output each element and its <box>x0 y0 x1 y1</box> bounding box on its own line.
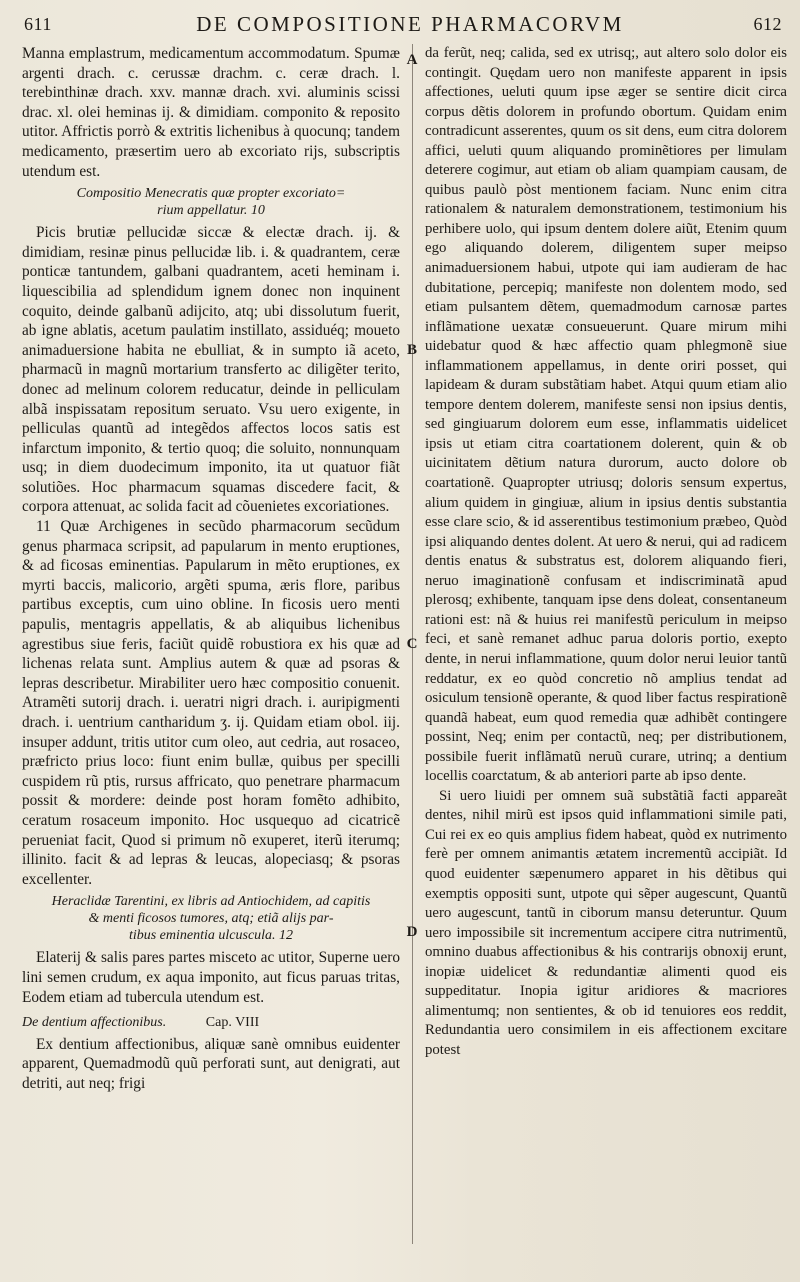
margin-letter-d: D <box>406 924 418 940</box>
page-header <box>0 8 800 42</box>
right-page-number: 612 <box>753 14 782 34</box>
chapter-number: Cap. VIII <box>205 1015 260 1031</box>
heading-line: tibus eminentia ulcuscula. 12 <box>128 928 294 944</box>
left-page-number: 611 <box>24 14 52 34</box>
section-heading <box>22 893 400 944</box>
margin-letter-c: C <box>406 636 418 652</box>
paragraph: Ex dentium affectionibus, aliquæ sanè omnibus euidenter apparent, Quemadmodũ quũ perforati sunt, aut denigrati, aut detriti, aut neq; frigi <box>22 1035 400 1092</box>
chapter-title: De dentium affectionibus. <box>22 1015 167 1031</box>
right-text-column <box>425 44 787 1274</box>
paragraph: Elaterij & salis pares partes misceto ac utitor, Superne uero lini semen crudum, ex aqua imponito, aut ficus paruas tritas, Eodem etiam ad tubercula utendum est. <box>22 949 400 1006</box>
paragraph: Manna emplastrum, medicamentum accommodatum. Spumæ argenti drach. c. cerussæ drachm. c. ceræ drach. l. terebinthinæ drach. xxv. mannæ drach. xvi. aluminis scissi drac. xl. olei heminas ij. & dimidiam. componito & reposito utitor. Affrictis porrò & extritis lichenibus à quocunq; tandem medicamento, præsertim uero ab excoriato rijs, subscriptis utendum est. <box>22 45 400 180</box>
paragraph: 11 Quæ Archigenes in secũdo pharmacorum secũdum genus pharmaca scripsit, ad papularum in mento eruptiones, & ad ficosas eminentias. Papularum in mẽto eruptiones, ex myrti baccis, malicorio, argẽti spuma, æris flore, paribus partibus exceptis, cum uino obline. In ficosis uero menti papulis, mentagris appellatis, & ab aliquibus lichenibus agrestibus siue feris, faciũt quidẽ robustiora ex his quæ ad lichenas relata sunt. Amplius autem & quæ ad psoras & lepras describetur. Mirabiliter uero hæc compositio conuenit. Atramẽti sutorij drach. i. ueratri nigri drach. i. auripigmenti drach. i. uentrium cantharidum ʒ. ij. Quidam etiam obol. iij. insuper addunt, tritis utitor cum oleo, aut cedria, aut rosaceo, præfricto prius loco: fiunt enim bullæ, quibus per specilli cuspidem rũ ptis, rursus affricato, quo penetrare pharmacum possit & mordere: deinde post horam fomẽto adhibito, ceratum rosaceum imponito. Hoc usquequo ad cicatricẽ perueniat facit, Quod si primum nõ exuperet, iterũ iterumq; illinito. facit & ad lepras & leucas, alopeciasq; & psoras excellenter. <box>22 518 400 888</box>
paragraph: Si uero liuidi per omnem suã substãtiã facti appareãt dentes, nihil mirũ est ipsos quid inflammationi simile pati, Cui rei ex eo quis amplius fidem habeat, quòd ex nutrimento ferè per omnem animantis ætatem incrementũ accipiãt. Id quod euidenter sæpenumero apparet in his dẽtibus qui exemptis oppositi sunt, utpote qui sẽper augescunt, Quantũ uero augescunt, tantũ in ciborum mansu deteruntur. Quum uero impossibile sit incrementum accipere citra nutrimentũ, omnino duabus affectionibus & his contrarijs obnoxij erunt, inopiæ uidelicet & redundantiæ alimenti quod eis suppeditatur. Inopia igitur aridiores & macriores alimentumq; non sentientes, & ob id tenuiores eos reddit, Redundantia uero consimilem in eis affectionem excitare potest <box>425 787 787 1058</box>
left-text-column <box>22 44 400 1274</box>
heading-line: rium appellatur. 10 <box>157 203 265 219</box>
margin-letter-a: A <box>406 52 418 68</box>
section-heading <box>22 185 400 219</box>
heading-line: Compositio Menecratis quæ propter excoriato= <box>76 186 346 202</box>
paragraph: da ferũt, neq; calida, sed ex utrisq;, aut altero solo dolor eis contingit. Quędam uero non manifeste apparent in ipsis affectiones, ueluti quum ipse æger se sentire dicit circa corpus dẽtis dolorem in profundo obortum. Quidam enim contradicunt asserentes, quum os sit dens, eum citra dolorem affici, ueluti quum aliquando prominẽtiores per limulam deterere cogimur, aut etiam ob aliam quampiam causam, de quibus paulò pòst mentionem faciam. Nunc enim citra rationalem & naturalem demonstrationem, testimonium his perhibere uolo, qui ipsum dentem dolere aiũt, Etenim quum ego aliquando dolerem, diligentem super meipso animaduersionem habui, utpote qui iam audieram de hac dubitatione, percepiq; manifeste non dolentem modo, sed etiam pulsantem dẽtem, quemadmodum carnosæ partes inflãmatione uexatæ consueuerunt. Quare mirum mihi uidebatur quod & hæc affectio quam phlegmonẽ siue inflammationem appellamus, in dente oriri posset, qui lapideam & duram substãtiam habet. Atqui quum etiam alio tempore dentem dolerem, manifeste sensi non ipsius dentis, sed gingiuarum dolorem eum esse, inflammatis uidelicet ipsis ut etiam citra coartationem dolerent, quin & ob uicinitatem dẽtium natura durorum, aucto dolore ob coartationẽ. Quapropter utriusq; doloris sensum expertus, alium quidem in gingiuæ, alium in ipsius dentis substantia esse clare scio, & id asserentibus testimonium præbeo, Quòd ipsi aliquando dentes dolent. At uero & nerui, qui ad radicem dentis enatus & substratus est, dolorem aliquando fieri, neruo imaginationẽ confusam et indiscriminatã apud plerosq; exhibente, tanquam ipse dens doleat, consentaneum rationi est: nã & huius rei manifestũ periculum in meipso feci, et sanè remanet adhuc parua doloris portio, exepto dente, in nerui inflammatione, quum dolor nerui leuior tantũ reddatur, ex eo quòd concretio nõ amplius tendat ad osiculum tensionẽ operante, & quod liber factus respirationẽ quandã habeat, eum quod remedia quæ adhibẽt contingere possint, Neq; enim per contactũ, neq; per distributionem, possibile fuerit inflãmatũ neruũ curare, utrinq; a dentium locellis coarctatum, & ab anteriori parte ab ipso dente. <box>425 45 787 785</box>
paragraph: Picis brutiæ pellucidæ siccæ & electæ drach. ij. & dimidiam, resinæ pinus pellucidæ lib. i. & quadrantem, ceræ ponticæ tantundem, galbani quadrantem, aceti heminam i. liquescibilia ad splendidum ignem donec non inquinent coquito, deinde galbanũ adijcito, atq; ubi dissolutum fuerit, ab igne ablatis, acetum paulatim instillato, assiduéq; moueto animaduersione habita ne ebulliat, & in sumpto iã aceto, pharmacũ in magnũ mortarium transferto ac diligẽter terito, donec ad melinum colorem reducatur, deinde in pelliculam albã inspissatam repositum seruato. Vsu uero exigente, in pelliculas quantũ ad integẽdos affectos locos satis est infarctum imponito, & tertio quoq; die soluito, nonnunquam usq; in diem duodecimum imponito, ita ut quatuor fiãt solutiões. Hoc pharmacum squamas discedere facit, & corpora attenuat, ac solida facit ad cõuenietes excoriationes. <box>22 224 400 516</box>
margin-letter-b: B <box>406 342 417 358</box>
running-title: DE COMPOSITIONE PHARMACORVM <box>196 12 624 36</box>
heading-line: Heraclidæ Tarentini, ex libris ad Antiochidem, ad capitis <box>51 894 371 910</box>
heading-line: & menti ficosos tumores, atq; etiã alijs par- <box>88 911 334 927</box>
chapter-heading <box>22 1013 400 1033</box>
